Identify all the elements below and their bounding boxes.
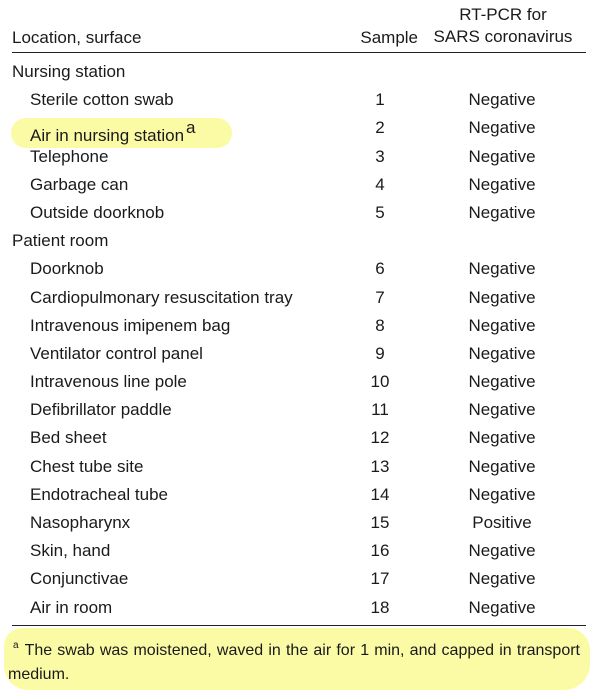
cell-sample: 13 — [370, 456, 390, 476]
cell-location-text: Sterile cotton swab — [30, 90, 174, 110]
cell-location — [30, 568, 128, 590]
table-row — [12, 396, 586, 424]
footnote-ref: a — [186, 118, 196, 138]
table-row — [12, 424, 586, 452]
cell-result: Negative — [468, 202, 536, 222]
cell-result: Negative — [468, 541, 536, 561]
cell-location-text: Bed sheet — [30, 428, 107, 448]
table-row — [12, 453, 586, 481]
cell-sample: 4 — [375, 174, 385, 194]
cell-result: Negative — [468, 146, 536, 166]
cell-sample: 1 — [375, 90, 385, 110]
table-row — [12, 481, 586, 509]
cell-sample: 6 — [375, 259, 385, 279]
section-title: Patient room — [12, 231, 109, 251]
header-rule — [12, 52, 586, 53]
cell-location-text: Skin, hand — [30, 541, 111, 561]
cell-location-text: Air in nursing station — [30, 126, 185, 146]
cell-sample: 8 — [375, 315, 385, 335]
cell-result: Negative — [468, 259, 536, 279]
cell-location — [30, 456, 143, 478]
cell-result: Negative — [468, 484, 536, 504]
table-row — [12, 199, 586, 227]
cell-location-text: Doorknob — [30, 259, 104, 279]
cell-result: Negative — [468, 315, 536, 335]
cell-sample: 11 — [371, 400, 389, 420]
cell-sample: 2 — [375, 118, 385, 138]
cell-result: Negative — [468, 428, 536, 448]
header-result-line2: SARS coronavirus — [433, 27, 573, 46]
cell-location-text: Intravenous imipenem bag — [30, 315, 231, 335]
cell-location — [30, 597, 112, 619]
cell-result: Negative — [468, 343, 536, 363]
footnote-marker: a — [13, 640, 19, 651]
cell-location — [30, 287, 293, 309]
cell-location-text: Ventilator control panel — [30, 343, 203, 363]
table-row — [12, 114, 586, 146]
table-row — [12, 143, 586, 171]
cell-location-text: Cardiopulmonary resuscitation tray — [30, 287, 293, 307]
cell-sample: 18 — [370, 597, 390, 617]
table-row — [12, 537, 586, 565]
cell-sample: 10 — [370, 372, 390, 392]
cell-result: Negative — [468, 569, 536, 589]
section-title: Nursing station — [12, 62, 126, 81]
cell-result: Negative — [468, 400, 536, 420]
cell-sample: 7 — [375, 287, 385, 307]
cell-sample: 3 — [375, 146, 385, 166]
cell-sample: 17 — [370, 569, 390, 589]
table-row — [12, 565, 586, 593]
cell-sample: 15 — [370, 513, 390, 532]
cell-location-text: Outside doorknob — [30, 202, 165, 222]
table-row — [12, 368, 586, 396]
footer-rule — [12, 625, 586, 626]
cell-location — [30, 427, 107, 449]
table-row — [12, 340, 586, 368]
table-row — [12, 255, 586, 283]
cell-result: Negative — [468, 174, 536, 194]
cell-location-text: Chest tube site — [30, 456, 144, 476]
cell-sample: 14 — [370, 484, 390, 504]
table-row — [12, 171, 586, 199]
cell-result: Negative — [468, 90, 536, 110]
cell-location-text: Conjunctivae — [30, 569, 129, 589]
cell-location-text: Air in room — [30, 597, 113, 617]
header-sample: Sample — [360, 28, 418, 47]
cell-location-text: Defibrillator paddle — [30, 400, 172, 420]
cell-location-text: Intravenous line pole — [30, 372, 187, 392]
footnote-text: The swab was moistened, waved in the air for 1 min, and capped in transport medium. — [8, 642, 580, 683]
cell-location — [30, 258, 104, 280]
cell-sample: 5 — [375, 202, 385, 222]
cell-location — [30, 484, 168, 506]
footnote — [8, 634, 580, 687]
table-row — [12, 509, 586, 537]
cell-location-text: Garbage can — [30, 174, 129, 194]
cell-location — [30, 371, 187, 393]
cell-location — [30, 512, 130, 534]
table-body — [12, 58, 586, 622]
cell-location — [30, 174, 128, 196]
header-result-line1: RT-PCR for — [459, 5, 547, 24]
cell-location — [30, 202, 164, 224]
cell-location — [30, 343, 203, 365]
cell-result: Negative — [468, 597, 536, 617]
cell-sample: 16 — [370, 541, 390, 561]
cell-location — [30, 399, 172, 421]
cell-sample: 12 — [370, 428, 390, 448]
cell-result: Negative — [468, 287, 536, 307]
cell-result: Positive — [472, 513, 532, 532]
cell-result: Negative — [468, 372, 536, 392]
section-heading — [12, 58, 586, 86]
table-row — [12, 284, 586, 312]
cell-location — [30, 315, 230, 337]
cell-sample: 9 — [375, 343, 385, 363]
cell-location-text: Telephone — [30, 146, 109, 166]
header-location: Location, surface — [12, 28, 142, 47]
section-heading — [12, 227, 586, 255]
cell-location — [30, 540, 110, 562]
cell-location-text: Nasopharynx — [30, 513, 131, 532]
cell-result: Negative — [468, 456, 536, 476]
table-header — [12, 0, 584, 52]
table-row — [12, 86, 586, 114]
cell-location — [30, 89, 174, 111]
table-row — [12, 312, 586, 340]
cell-location — [30, 146, 108, 168]
header-result — [422, 4, 584, 48]
cell-result: Negative — [468, 118, 536, 138]
table-row — [12, 594, 586, 622]
cell-location-text: Endotracheal tube — [30, 484, 168, 504]
